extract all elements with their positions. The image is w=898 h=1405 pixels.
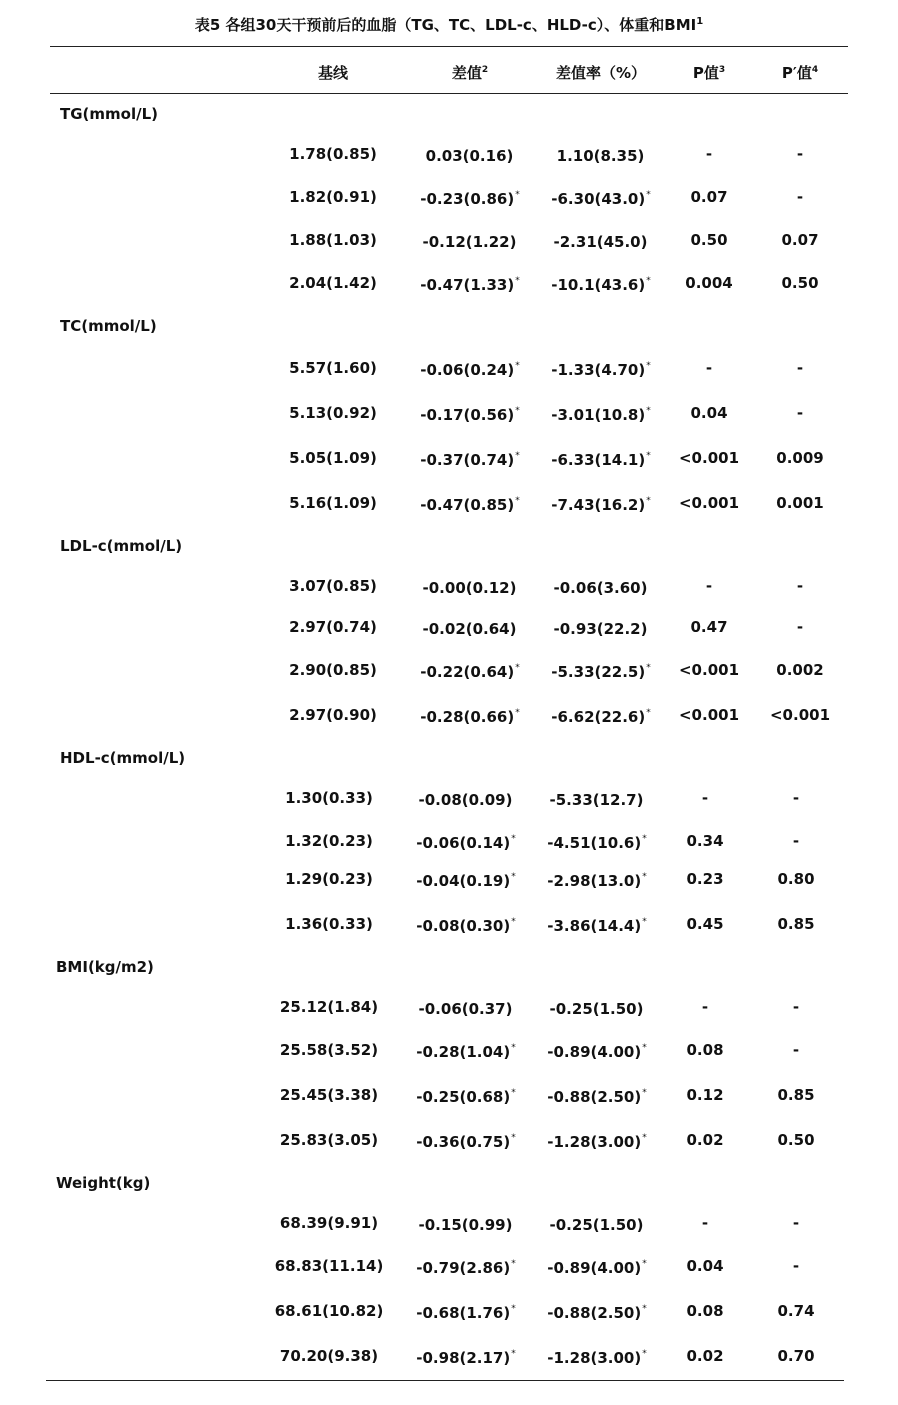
diff-value: -0.06(0.37) bbox=[418, 1000, 513, 1018]
rate-value: 1.10(8.35) bbox=[556, 147, 645, 165]
significance-star: * bbox=[511, 1259, 516, 1269]
diff-cell bbox=[420, 361, 519, 379]
significance-star: * bbox=[515, 361, 520, 371]
p-prime-value-cell: 0.50 bbox=[781, 274, 819, 292]
significance-star: * bbox=[646, 361, 651, 371]
diff-value: -0.00(0.12) bbox=[422, 579, 517, 597]
header-rate bbox=[556, 62, 646, 83]
significance-star: * bbox=[511, 834, 516, 844]
baseline-cell: 2.97(0.74) bbox=[289, 618, 377, 636]
diff-value: -0.25(0.68) bbox=[416, 1088, 511, 1106]
rate-cell bbox=[557, 147, 646, 165]
rate-cell bbox=[547, 872, 646, 890]
rate-value: -0.25(1.50) bbox=[549, 1000, 644, 1018]
significance-star: * bbox=[642, 1133, 647, 1143]
diff-value: -0.79(2.86) bbox=[416, 1259, 511, 1277]
significance-star: * bbox=[511, 1043, 516, 1053]
diff-cell bbox=[416, 1349, 515, 1367]
diff-cell bbox=[419, 1000, 514, 1018]
baseline-cell: 1.82(0.91) bbox=[289, 188, 377, 206]
baseline-cell: 5.05(1.09) bbox=[289, 449, 377, 467]
p-value-cell: - bbox=[701, 789, 709, 807]
rate-value: -5.33(12.7) bbox=[549, 791, 644, 809]
p-value-cell: 0.04 bbox=[690, 404, 728, 422]
significance-star: * bbox=[515, 451, 520, 461]
p-value-cell: - bbox=[701, 1214, 709, 1232]
baseline-cell: 1.88(1.03) bbox=[289, 231, 377, 249]
rate-value: -0.93(22.2) bbox=[553, 620, 648, 638]
diff-cell bbox=[420, 406, 519, 424]
baseline-cell: 5.16(1.09) bbox=[289, 494, 377, 512]
diff-cell bbox=[420, 663, 519, 681]
baseline-cell: 70.20(9.38) bbox=[279, 1347, 379, 1365]
rate-value: -6.62(22.6) bbox=[551, 708, 646, 726]
diff-cell bbox=[420, 496, 519, 514]
baseline-cell: 2.90(0.85) bbox=[289, 661, 377, 679]
diff-value: -0.06(0.14) bbox=[416, 834, 511, 852]
p-prime-value-cell: - bbox=[796, 188, 804, 206]
significance-star: * bbox=[515, 190, 520, 200]
diff-cell bbox=[419, 791, 514, 809]
p-prime-value-cell: 0.85 bbox=[777, 1086, 815, 1104]
significance-star: * bbox=[642, 1043, 647, 1053]
baseline-cell: 1.30(0.33) bbox=[285, 789, 373, 807]
baseline-cell: 3.07(0.85) bbox=[289, 577, 377, 595]
rate-cell bbox=[551, 451, 650, 469]
baseline-cell: 68.61(10.82) bbox=[274, 1302, 384, 1320]
p-value-cell: 0.50 bbox=[690, 231, 728, 249]
p-value-cell: 0.004 bbox=[685, 274, 733, 292]
header-baseline bbox=[318, 62, 348, 83]
diff-value: -0.12(1.22) bbox=[422, 233, 517, 251]
diff-cell bbox=[420, 708, 519, 726]
rate-value: -0.88(2.50) bbox=[547, 1088, 642, 1106]
p-prime-value-cell: - bbox=[796, 404, 804, 422]
significance-star: * bbox=[646, 406, 651, 416]
rate-value: -10.1(43.6) bbox=[551, 276, 646, 294]
diff-value: -0.47(1.33) bbox=[420, 276, 515, 294]
header-p-label: P值 bbox=[692, 64, 719, 82]
significance-star: * bbox=[642, 834, 647, 844]
diff-cell bbox=[416, 1304, 515, 1322]
rate-value: -0.89(4.00) bbox=[547, 1043, 642, 1061]
p-value-cell: 0.07 bbox=[690, 188, 728, 206]
p-value-cell: 0.45 bbox=[686, 915, 724, 933]
diff-cell bbox=[423, 620, 518, 638]
significance-star: * bbox=[511, 1088, 516, 1098]
p-value-cell: - bbox=[705, 145, 713, 163]
significance-star: * bbox=[642, 1304, 647, 1314]
diff-value: -0.37(0.74) bbox=[420, 451, 515, 469]
rate-value: -1.33(4.70) bbox=[551, 361, 646, 379]
significance-star: * bbox=[646, 190, 651, 200]
baseline-cell: 1.78(0.85) bbox=[289, 145, 377, 163]
diff-cell bbox=[416, 1088, 515, 1106]
rate-cell bbox=[547, 1304, 646, 1322]
table-title bbox=[0, 14, 898, 35]
diff-cell bbox=[419, 1216, 514, 1234]
header-diff-footnote: 2 bbox=[481, 65, 489, 75]
header-p-prime bbox=[782, 62, 818, 83]
rate-value: -0.89(4.00) bbox=[547, 1259, 642, 1277]
header-rate-label: 差值率（%） bbox=[555, 64, 647, 82]
p-prime-value-cell: - bbox=[792, 1041, 800, 1059]
significance-star: * bbox=[642, 1349, 647, 1359]
p-prime-value-cell: - bbox=[792, 1214, 800, 1232]
diff-cell bbox=[416, 1259, 515, 1277]
p-prime-value-cell: - bbox=[792, 1257, 800, 1275]
top-rule bbox=[50, 46, 848, 47]
p-value-cell: 0.23 bbox=[686, 870, 724, 888]
header-diff-label: 差值 bbox=[451, 64, 482, 82]
diff-cell bbox=[416, 917, 515, 935]
p-value-cell: - bbox=[705, 577, 713, 595]
p-prime-value-cell: - bbox=[796, 359, 804, 377]
p-prime-value-cell: 0.009 bbox=[776, 449, 824, 467]
baseline-cell: 5.57(1.60) bbox=[289, 359, 377, 377]
diff-cell bbox=[426, 147, 515, 165]
p-value-cell: <0.001 bbox=[678, 449, 740, 467]
significance-star: * bbox=[642, 1259, 647, 1269]
rate-cell bbox=[547, 834, 646, 852]
rate-value: -1.28(3.00) bbox=[547, 1349, 642, 1367]
p-value-cell: <0.001 bbox=[678, 661, 740, 679]
diff-cell bbox=[416, 1043, 515, 1061]
table-title-footnote: 1 bbox=[696, 16, 704, 27]
diff-cell bbox=[423, 579, 518, 597]
diff-value: -0.08(0.30) bbox=[416, 917, 511, 935]
p-value-cell: 0.02 bbox=[686, 1347, 724, 1365]
diff-value: -0.02(0.64) bbox=[422, 620, 517, 638]
bottom-rule bbox=[46, 1380, 844, 1381]
section-label: TC(mmol/L) bbox=[60, 317, 157, 335]
diff-value: -0.36(0.75) bbox=[416, 1133, 511, 1151]
section-label: TG(mmol/L) bbox=[60, 105, 158, 123]
p-prime-value-cell: - bbox=[792, 998, 800, 1016]
rate-cell bbox=[551, 663, 650, 681]
significance-star: * bbox=[515, 276, 520, 286]
rate-value: -3.86(14.4) bbox=[547, 917, 642, 935]
rate-cell bbox=[551, 190, 650, 208]
p-value-cell: 0.02 bbox=[686, 1131, 724, 1149]
rate-cell bbox=[547, 1043, 646, 1061]
significance-star: * bbox=[515, 496, 520, 506]
p-value-cell: <0.001 bbox=[678, 494, 740, 512]
rate-value: -1.28(3.00) bbox=[547, 1133, 642, 1151]
header-rule bbox=[50, 93, 848, 94]
p-value-cell: 0.12 bbox=[686, 1086, 724, 1104]
rate-value: -6.30(43.0) bbox=[551, 190, 646, 208]
diff-cell bbox=[420, 451, 519, 469]
rate-cell bbox=[547, 1259, 646, 1277]
significance-star: * bbox=[515, 406, 520, 416]
rate-cell bbox=[554, 233, 649, 251]
diff-cell bbox=[420, 190, 519, 208]
p-prime-value-cell: 0.07 bbox=[781, 231, 819, 249]
p-value-cell: 0.08 bbox=[686, 1041, 724, 1059]
significance-star: * bbox=[511, 1133, 516, 1143]
rate-cell bbox=[551, 496, 650, 514]
baseline-cell: 25.83(3.05) bbox=[279, 1131, 379, 1149]
diff-cell bbox=[423, 233, 518, 251]
significance-star: * bbox=[515, 663, 520, 673]
diff-value: -0.08(0.09) bbox=[418, 791, 513, 809]
rate-value: -7.43(16.2) bbox=[551, 496, 646, 514]
p-prime-value-cell: <0.001 bbox=[769, 706, 831, 724]
p-value-cell: 0.08 bbox=[686, 1302, 724, 1320]
significance-star: * bbox=[646, 663, 651, 673]
p-value-cell: 0.34 bbox=[686, 832, 724, 850]
significance-star: * bbox=[642, 1088, 647, 1098]
significance-star: * bbox=[511, 917, 516, 927]
p-value-cell: - bbox=[701, 998, 709, 1016]
baseline-cell: 25.58(3.52) bbox=[279, 1041, 379, 1059]
diff-value: -0.28(0.66) bbox=[420, 708, 515, 726]
significance-star: * bbox=[646, 451, 651, 461]
diff-value: -0.15(0.99) bbox=[418, 1216, 513, 1234]
section-label: HDL-c(mmol/L) bbox=[60, 749, 186, 767]
diff-cell bbox=[416, 1133, 515, 1151]
baseline-cell: 1.29(0.23) bbox=[285, 870, 373, 888]
rate-value: -4.51(10.6) bbox=[547, 834, 642, 852]
diff-cell bbox=[416, 834, 515, 852]
rate-cell bbox=[550, 1000, 645, 1018]
rate-cell bbox=[547, 1133, 646, 1151]
rate-value: -6.33(14.1) bbox=[551, 451, 646, 469]
rate-value: -0.25(1.50) bbox=[549, 1216, 644, 1234]
rate-cell bbox=[551, 276, 650, 294]
diff-cell bbox=[420, 276, 519, 294]
rate-cell bbox=[554, 579, 649, 597]
p-prime-value-cell: - bbox=[792, 789, 800, 807]
significance-star: * bbox=[642, 872, 647, 882]
p-prime-value-cell: 0.80 bbox=[777, 870, 815, 888]
baseline-cell: 68.39(9.91) bbox=[279, 1214, 379, 1232]
rate-cell bbox=[550, 1216, 645, 1234]
p-prime-value-cell: 0.001 bbox=[776, 494, 824, 512]
p-prime-value-cell: - bbox=[796, 618, 804, 636]
diff-value: 0.03(0.16) bbox=[425, 147, 514, 165]
p-value-cell: - bbox=[705, 359, 713, 377]
p-prime-value-cell: - bbox=[796, 145, 804, 163]
significance-star: * bbox=[646, 496, 651, 506]
header-diff bbox=[452, 62, 488, 83]
significance-star: * bbox=[511, 1304, 516, 1314]
p-prime-value-cell: 0.002 bbox=[776, 661, 824, 679]
rate-value: -2.31(45.0) bbox=[553, 233, 648, 251]
significance-star: * bbox=[642, 917, 647, 927]
baseline-cell: 1.36(0.33) bbox=[285, 915, 373, 933]
rate-cell bbox=[551, 708, 650, 726]
section-label: LDL-c(mmol/L) bbox=[60, 537, 183, 555]
diff-value: -0.17(0.56) bbox=[420, 406, 515, 424]
p-prime-value-cell: - bbox=[796, 577, 804, 595]
header-p bbox=[693, 62, 725, 83]
rate-cell bbox=[551, 361, 650, 379]
rate-value: -2.98(13.0) bbox=[547, 872, 642, 890]
significance-star: * bbox=[646, 276, 651, 286]
rate-cell bbox=[547, 1349, 646, 1367]
diff-value: -0.68(1.76) bbox=[416, 1304, 511, 1322]
p-prime-value-cell: 0.74 bbox=[777, 1302, 815, 1320]
rate-value: -0.88(2.50) bbox=[547, 1304, 642, 1322]
rate-cell bbox=[551, 406, 650, 424]
header-baseline-label: 基线 bbox=[317, 64, 349, 82]
section-label: BMI(kg/m2) bbox=[56, 958, 154, 976]
p-prime-value-cell: - bbox=[792, 832, 800, 850]
baseline-cell: 2.04(1.42) bbox=[289, 274, 377, 292]
baseline-cell: 5.13(0.92) bbox=[289, 404, 377, 422]
section-label: Weight(kg) bbox=[56, 1174, 151, 1192]
header-p-prime-label: P′值 bbox=[781, 64, 812, 82]
p-prime-value-cell: 0.50 bbox=[777, 1131, 815, 1149]
significance-star: * bbox=[511, 1349, 516, 1359]
significance-star: * bbox=[646, 708, 651, 718]
diff-value: -0.98(2.17) bbox=[416, 1349, 511, 1367]
rate-value: -5.33(22.5) bbox=[551, 663, 646, 681]
rate-value: -0.06(3.60) bbox=[553, 579, 648, 597]
p-value-cell: 0.04 bbox=[686, 1257, 724, 1275]
baseline-cell: 68.83(11.14) bbox=[274, 1257, 384, 1275]
diff-value: -0.06(0.24) bbox=[420, 361, 515, 379]
diff-value: -0.28(1.04) bbox=[416, 1043, 511, 1061]
significance-star: * bbox=[511, 872, 516, 882]
baseline-cell: 25.12(1.84) bbox=[279, 998, 379, 1016]
baseline-cell: 2.97(0.90) bbox=[289, 706, 377, 724]
baseline-cell: 25.45(3.38) bbox=[279, 1086, 379, 1104]
rate-cell bbox=[547, 917, 646, 935]
header-p-footnote: 3 bbox=[718, 65, 726, 75]
rate-cell bbox=[550, 791, 645, 809]
p-value-cell: 0.47 bbox=[690, 618, 728, 636]
rate-cell bbox=[554, 620, 649, 638]
baseline-cell: 1.32(0.23) bbox=[285, 832, 373, 850]
p-prime-value-cell: 0.70 bbox=[777, 1347, 815, 1365]
diff-value: -0.04(0.19) bbox=[416, 872, 511, 890]
p-value-cell: <0.001 bbox=[678, 706, 740, 724]
p-prime-value-cell: 0.85 bbox=[777, 915, 815, 933]
rate-value: -3.01(10.8) bbox=[551, 406, 646, 424]
diff-cell bbox=[416, 872, 515, 890]
table-title-text: 表5 各组30天干预前后的血脂（TG、TC、LDL-c、HLD-c）、体重和BMI bbox=[194, 16, 697, 34]
significance-star: * bbox=[515, 708, 520, 718]
rate-cell bbox=[547, 1088, 646, 1106]
diff-value: -0.22(0.64) bbox=[420, 663, 515, 681]
diff-value: -0.23(0.86) bbox=[420, 190, 515, 208]
header-p-prime-footnote: 4 bbox=[811, 65, 819, 75]
diff-value: -0.47(0.85) bbox=[420, 496, 515, 514]
